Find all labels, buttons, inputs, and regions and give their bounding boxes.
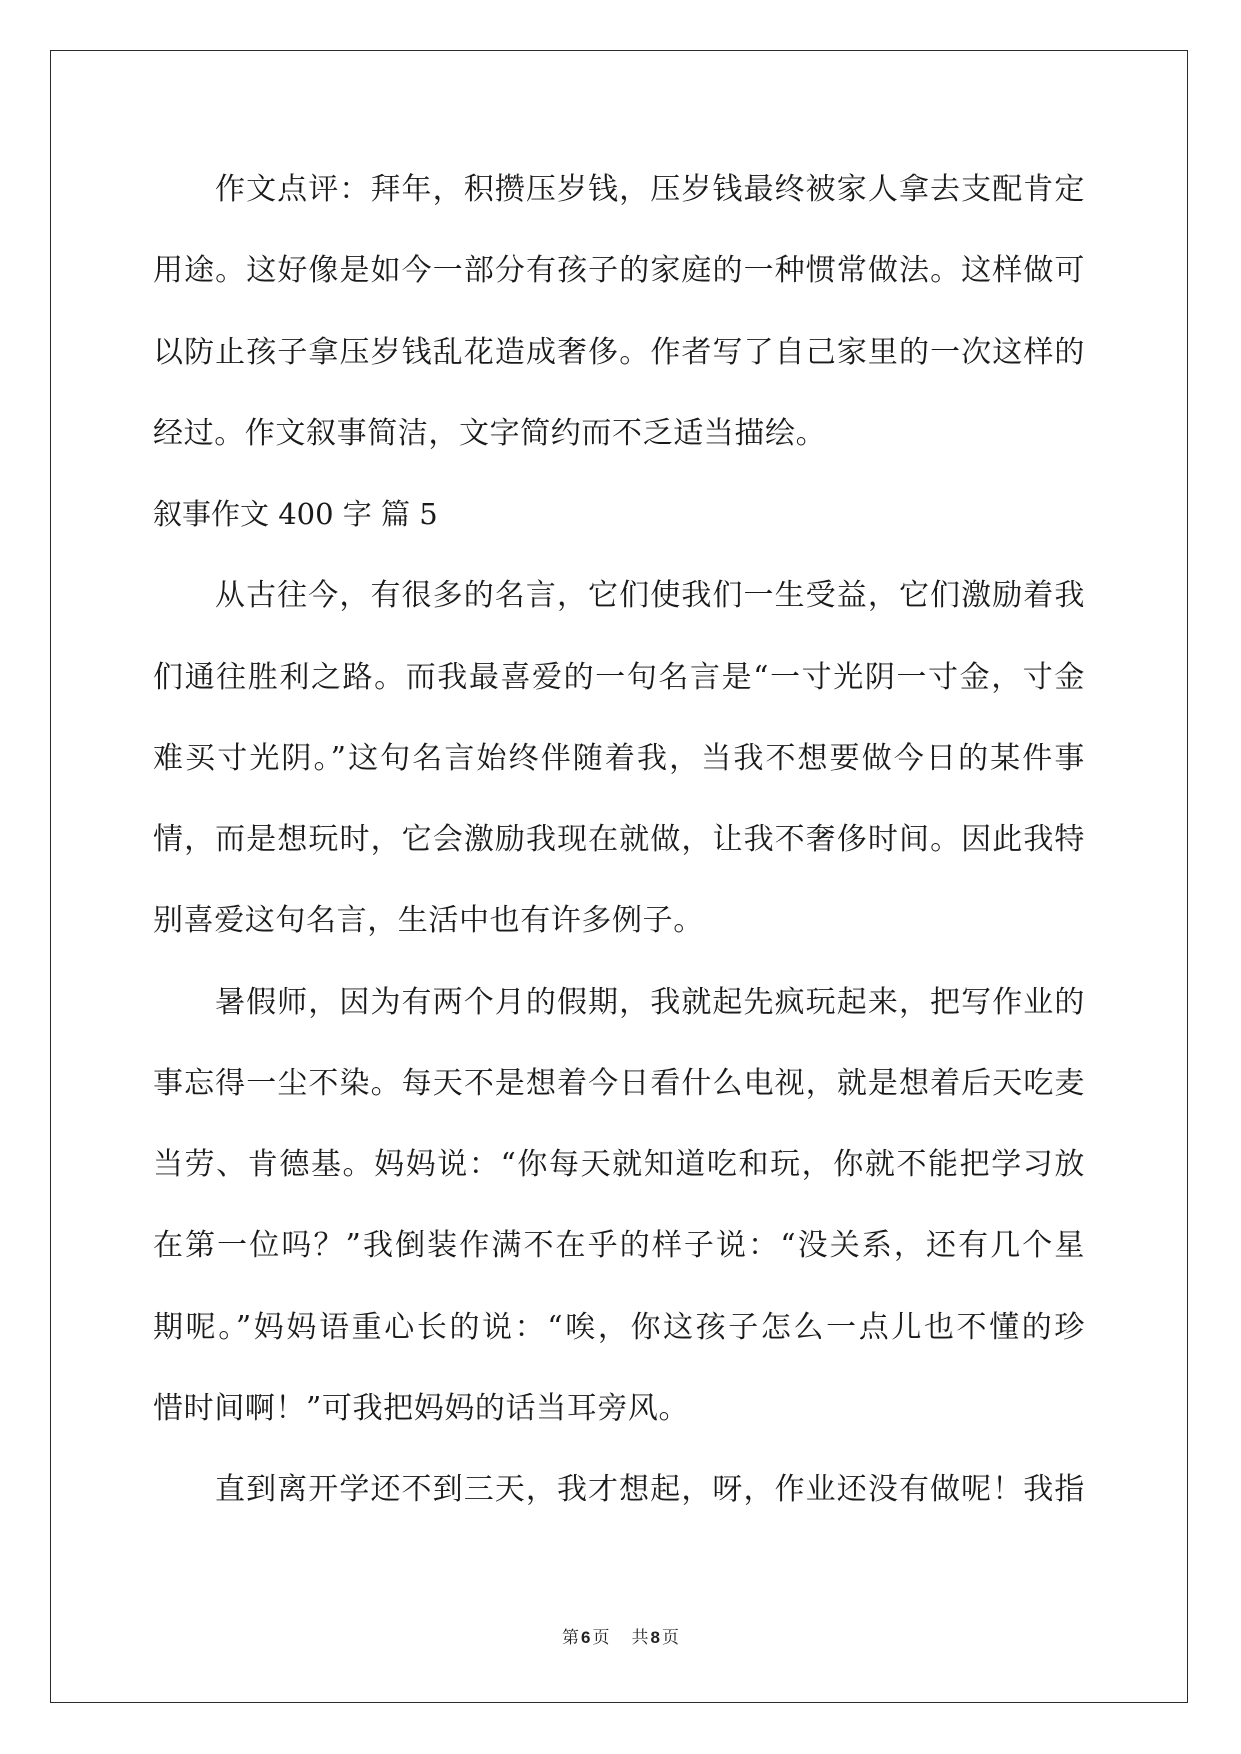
text-line: 事忘得一尘不染。每天不是想着今日看什么电视，就是想着后天吃麦 xyxy=(153,1065,1085,1101)
footer-total-suffix: 页 xyxy=(661,1628,679,1648)
text-line: 用途。这好像是如今一部分有孩子的家庭的一种惯常做法。这样做可 xyxy=(153,253,1085,289)
text-line: 从古往今，有很多的名言，它们使我们一生受益，它们激励着我 xyxy=(215,578,1085,614)
text-line: 们通往胜利之路。而我最喜爱的一句名言是“一寸光阴一寸金，寸金 xyxy=(153,659,1085,695)
footer-total-prefix: 共 xyxy=(631,1628,649,1648)
page-footer xyxy=(0,1624,1241,1652)
section-heading: 叙事作文 400 字 篇 5 xyxy=(153,497,438,531)
footer-page-current: 6 xyxy=(581,1628,591,1647)
text-line: 在第一位吗？”我倒装作满不在乎的样子说：“没关系，还有几个星 xyxy=(153,1228,1085,1264)
text-line: 难买寸光阴。”这句名言始终伴随着我，当我不想要做今日的某件事 xyxy=(153,740,1085,776)
text-line: 经过。作文叙事简洁，文字简约而不乏适当描绘。 xyxy=(153,415,827,451)
text-line: 别喜爱这句名言，生活中也有许多例子。 xyxy=(153,903,704,939)
essay-paragraph xyxy=(153,1449,1085,1530)
footer-page-prefix: 第 xyxy=(562,1628,580,1648)
text-line: 情，而是想玩时，它会激励我现在就做，让我不奢侈时间。因此我特 xyxy=(153,822,1085,857)
text-line: 当劳、肯德基。妈妈说：“你每天就知道吃和玩，你就不能把学习放 xyxy=(153,1147,1085,1182)
text-line: 直到离开学还不到三天，我才想起，呀，作业还没有做呢！我指 xyxy=(215,1472,1085,1507)
text-line: 暑假师，因为有两个月的假期，我就起先疯玩起来，把写作业的 xyxy=(215,984,1085,1020)
essay-paragraph xyxy=(153,962,1085,1450)
text-line: 以防止孩子拿压岁钱乱花造成奢侈。作者写了自己家里的一次这样的 xyxy=(153,334,1085,370)
document-body xyxy=(153,149,1085,1530)
text-line: 惜时间啊！”可我把妈妈的话当耳旁风。 xyxy=(153,1390,690,1426)
essay-paragraph xyxy=(153,555,1085,961)
footer-page-suffix: 页 xyxy=(592,1628,610,1648)
review-paragraph xyxy=(153,149,1085,474)
footer-page-total: 8 xyxy=(650,1628,660,1647)
text-line: 期呢。”妈妈语重心长的说：“唉，你这孩子怎么一点儿也不懂的珍 xyxy=(153,1309,1085,1345)
text-line: 作文点评：拜年，积攒压岁钱，压岁钱最终被家人拿去支配肯定 xyxy=(215,172,1085,207)
